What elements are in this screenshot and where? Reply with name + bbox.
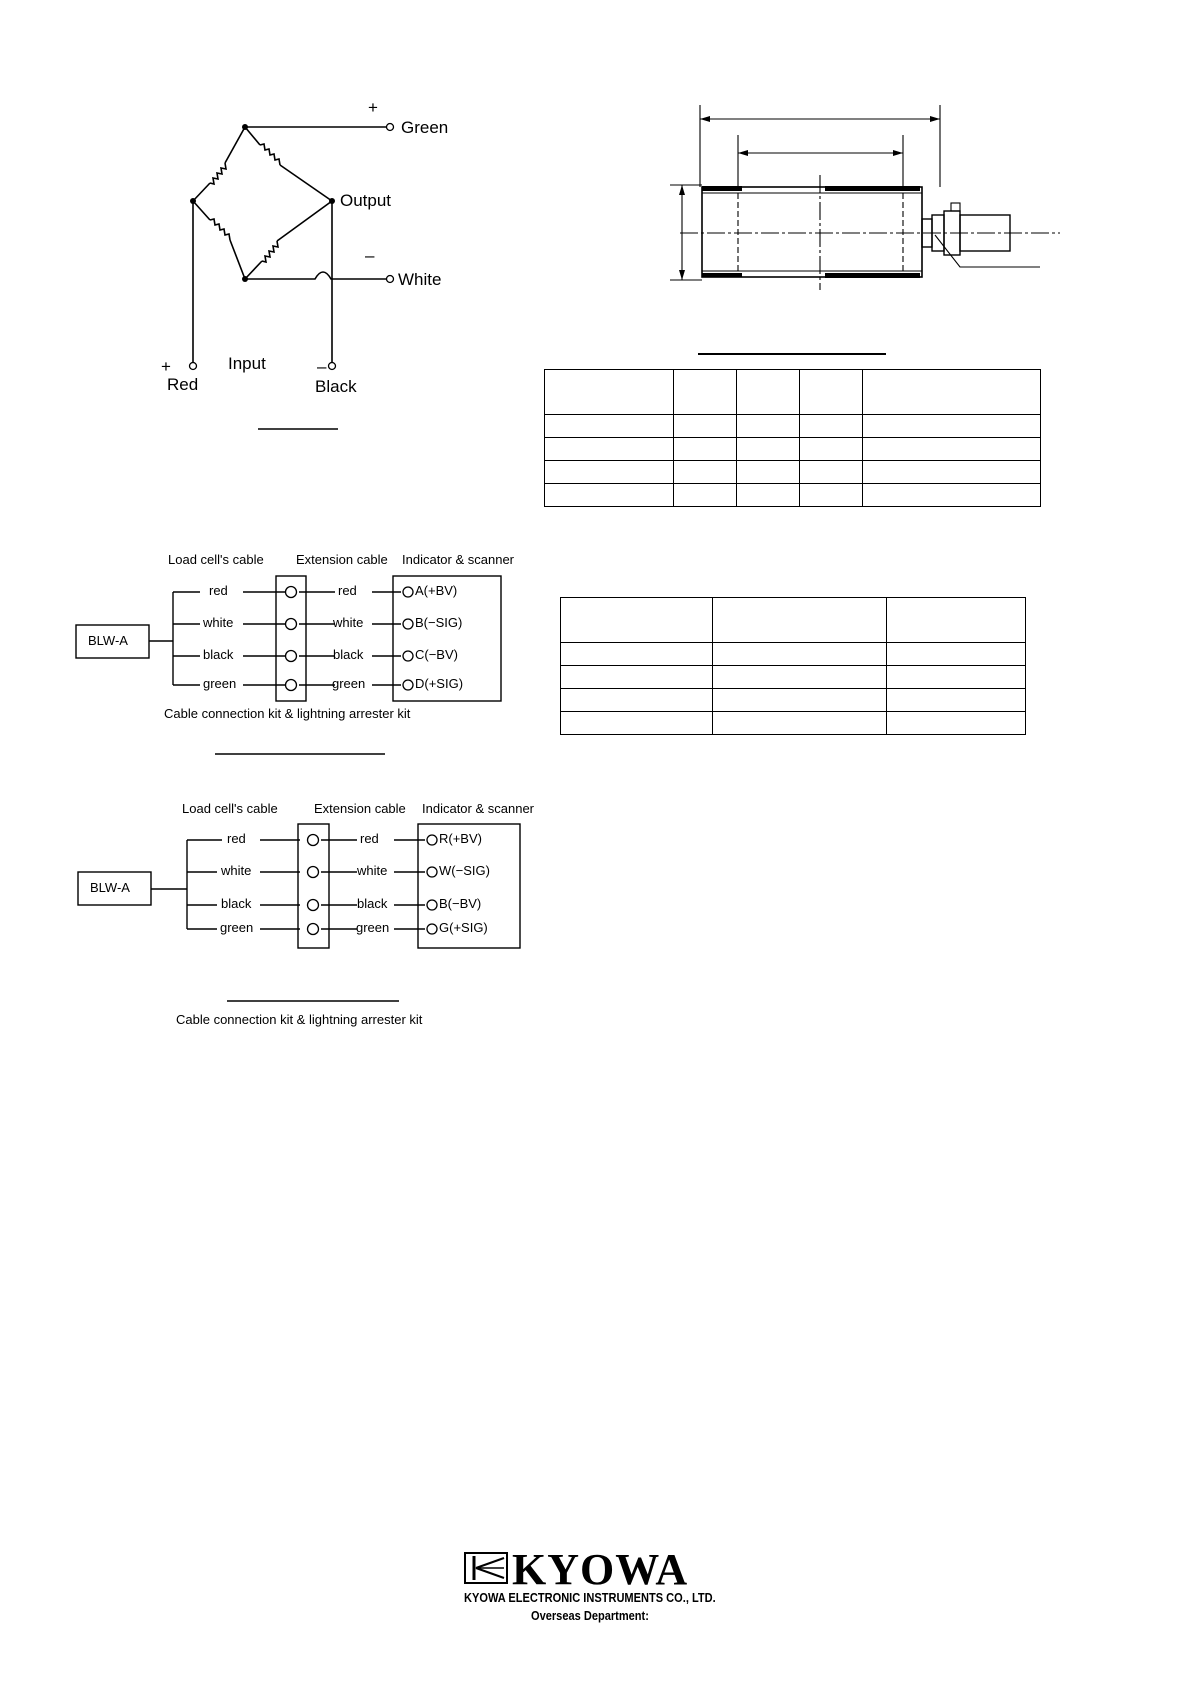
device-label: BLW-A [90, 880, 130, 895]
indicator-terminal-w: W(−SIG) [439, 863, 490, 878]
header-extension-cable: Extension cable [296, 552, 388, 567]
header-load-cell-cable: Load cell's cable [168, 552, 264, 567]
table-cell [545, 370, 674, 415]
header-indicator-scanner: Indicator & scanner [422, 801, 535, 816]
extension-wire-white: white [333, 615, 364, 630]
table-row [561, 643, 1026, 666]
header-load-cell-cable: Load cell's cable [182, 801, 278, 816]
table-row [545, 484, 1041, 507]
table-cell [674, 370, 737, 415]
wiring-diagram-a [75, 552, 535, 762]
extension-wire-green: green [332, 676, 366, 691]
extension-wire-black: black [333, 647, 364, 662]
indicator-terminal-g: G(+SIG) [439, 920, 488, 935]
specification-table-2 [560, 597, 1026, 735]
sign-plus-top: + [368, 98, 378, 117]
table-1-title-rule [698, 353, 886, 355]
indicator-terminal-b: B(−SIG) [415, 615, 463, 630]
indicator-terminal-c: C(−BV) [415, 647, 458, 662]
indicator-terminal-r: R(+BV) [439, 831, 482, 846]
extension-wire-white: white [357, 863, 388, 878]
logo-wordmark: KYOWA [512, 1545, 689, 1594]
load-cell-wire-black: black [221, 896, 252, 911]
indicator-terminal-d: D(+SIG) [415, 676, 464, 691]
table-cell [713, 598, 887, 643]
sign-plus-bottom: + [161, 357, 171, 376]
wiring-lines [75, 552, 535, 762]
table-cell [800, 370, 863, 415]
extension-wire-green: green [356, 920, 390, 935]
sign-minus-bottom: – [317, 357, 327, 376]
load-cell-wire-red: red [227, 831, 246, 846]
indicator-terminal-b: B(−BV) [439, 896, 482, 911]
indicator-terminal-a: A(+BV) [415, 583, 458, 598]
company-logo [464, 1545, 734, 1628]
load-cell-wire-black: black [203, 647, 234, 662]
sign-minus-mid: – [365, 246, 375, 265]
extension-wire-red: red [360, 831, 379, 846]
wiring-diagram-b [75, 801, 545, 1027]
table-row [545, 461, 1041, 484]
terminal-black-label: Black [315, 377, 357, 396]
kit-caption: Cable connection kit & lightning arrester kit [176, 1012, 423, 1027]
table-row [545, 415, 1041, 438]
load-cell-wire-green: green [203, 676, 237, 691]
load-cell-wire-white: white [203, 615, 234, 630]
extension-wire-black: black [357, 896, 388, 911]
load-cell-wire-green: green [220, 920, 254, 935]
bridge-circuit-diagram [150, 90, 470, 430]
table-cell [863, 370, 1041, 415]
department-name: Overseas Department: [531, 1608, 649, 1623]
input-label: Input [228, 354, 266, 373]
terminal-red-label: Red [167, 375, 199, 394]
load-cell-wire-red: red [209, 583, 228, 598]
terminal-white-label: White [398, 270, 442, 289]
table-row [561, 712, 1026, 735]
kyowa-emblem-icon [464, 1552, 508, 1584]
header-extension-cable: Extension cable [314, 801, 406, 816]
extension-wire-red: red [338, 583, 357, 598]
load-cell-wire-white: white [221, 863, 252, 878]
header-indicator-scanner: Indicator & scanner [402, 552, 515, 567]
company-name: KYOWA ELECTRONIC INSTRUMENTS CO., LTD. [464, 1590, 716, 1605]
device-label: BLW-A [88, 633, 128, 648]
table-cell [737, 370, 800, 415]
mechanical-drawing [660, 95, 1070, 295]
terminal-green-label: Green [401, 118, 449, 137]
table-row [561, 666, 1026, 689]
output-label: Output [340, 191, 392, 210]
table-cell [887, 598, 1026, 643]
specification-table-1 [544, 369, 1041, 507]
table-row [561, 689, 1026, 712]
table-row [545, 438, 1041, 461]
table-cell [561, 598, 713, 643]
kit-caption: Cable connection kit & lightning arrester kit [164, 706, 411, 721]
